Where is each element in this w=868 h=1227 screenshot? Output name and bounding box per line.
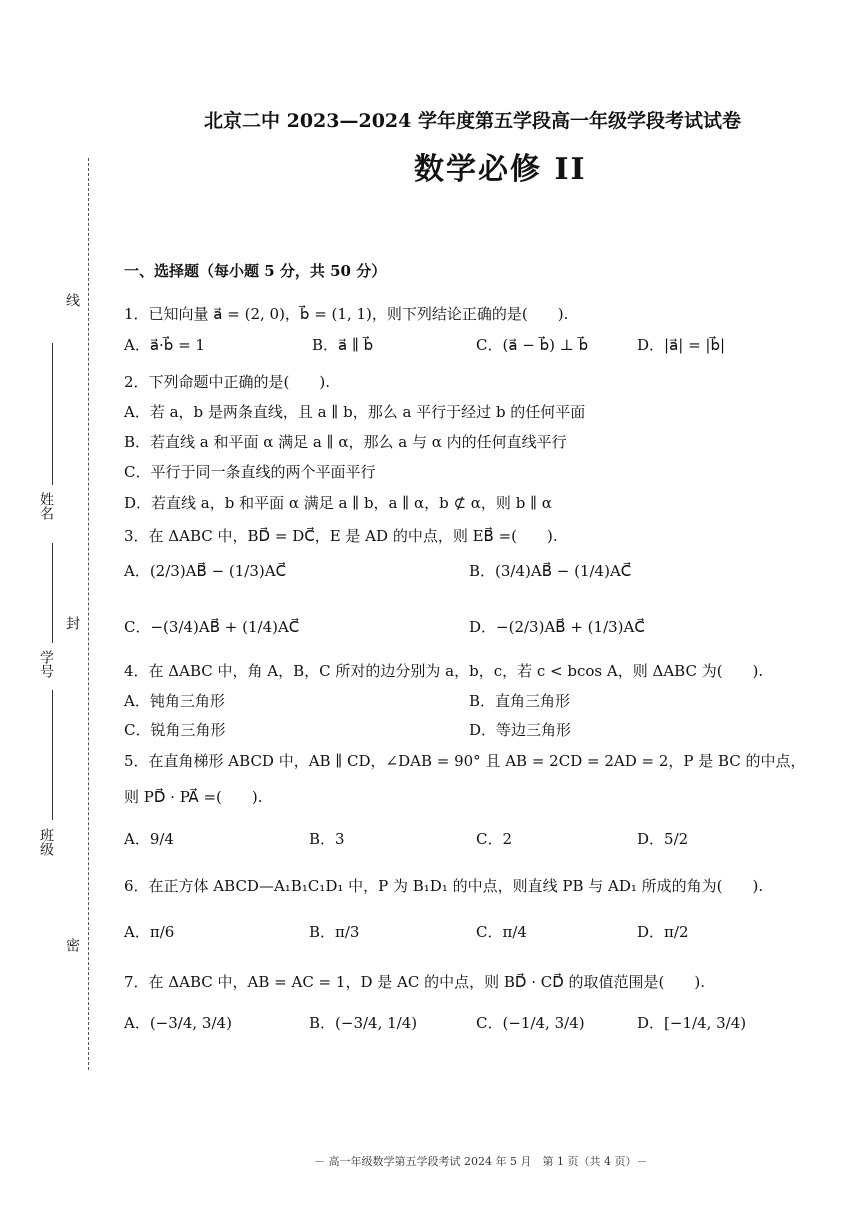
q5-option-b: B．3 (309, 830, 345, 848)
q7-option-a: A．(−3/4, 3/4) (124, 1014, 232, 1032)
q1-option-b: B．a⃗ ∥ b⃗ (312, 336, 374, 354)
question-3-stem: 3．在 ΔABC 中，BD⃗ = DC⃗，E 是 AD 的中点，则 EB⃗ =( ). (124, 527, 558, 545)
q4-option-a: A．钝角三角形 (124, 692, 225, 710)
side-line-label: 线 (64, 293, 80, 307)
side-student-no-label: 学号 (38, 650, 54, 678)
q5-option-a: A．9/4 (124, 830, 174, 848)
side-class-label: 班级 (38, 828, 54, 856)
q2-option-d: D．若直线 a，b 和平面 α 满足 a ∥ b，a ∥ α，b ⊄ α，则 b ∥ α (124, 494, 552, 512)
question-4-stem: 4．在 ΔABC 中，角 A，B，C 所对的边分别为 a，b，c，若 c < bcos A，则 ΔABC 为( ). (124, 662, 764, 680)
q2-option-c: C．平行于同一条直线的两个平面平行 (124, 463, 376, 481)
question-5-stem-line1: 5．在直角梯形 ABCD 中，AB ∥ CD，∠DAB = 90° 且 AB = 2CD = 2AD = 2，P 是 BC 的中点， (124, 752, 806, 770)
question-7-stem: 7．在 ΔABC 中，AB = AC = 1，D 是 AC 的中点，则 BD⃗ · CD⃗ 的取值范围是( ). (124, 973, 705, 991)
q2-option-a: A．若 a，b 是两条直线，且 a ∥ b，那么 a 平行于经过 b 的任何平面 (124, 403, 586, 421)
q4-option-c: C．锐角三角形 (124, 721, 226, 739)
q1-option-d: D．|a⃗| = |b⃗| (637, 336, 726, 354)
q5-option-c: C．2 (476, 830, 513, 848)
q6-option-d: D．π/2 (637, 923, 689, 941)
question-6-stem: 6．在正方体 ABCD—A₁B₁C₁D₁ 中，P 为 B₁D₁ 的中点，则直线 PB 与 AD₁ 所成的角为( ). (124, 877, 764, 895)
q3-option-d: D．−(2/3)AB⃗ + (1/3)AC⃗ (469, 618, 645, 636)
q3-option-b: B．(3/4)AB⃗ − (1/4)AC⃗ (469, 562, 632, 580)
question-1-stem: 1．已知向量 a⃗ = (2, 0)，b⃗ = (1, 1)，则下列结论正确的是( ). (124, 305, 569, 323)
q6-option-a: A．π/6 (124, 923, 175, 941)
q7-option-d: D．[−1/4, 3/4) (637, 1014, 747, 1032)
exam-title: 北京二中 2023—2024 学年度第五学段高一年级学段考试试卷 (204, 110, 741, 132)
q7-option-b: B．(−3/4, 1/4) (309, 1014, 418, 1032)
side-name-label: 姓名 (38, 492, 54, 520)
q1-option-c: C．(a⃗ − b⃗) ⊥ b⃗ (476, 336, 589, 354)
question-5-stem-line2: 则 PD⃗ · PA⃗ =( ). (124, 788, 263, 806)
name-underline (52, 343, 53, 485)
q3-option-a: A．(2/3)AB⃗ − (1/3)AC⃗ (124, 562, 287, 580)
q6-option-b: B．π/3 (309, 923, 360, 941)
q7-option-c: C．(−1/4, 3/4) (476, 1014, 585, 1032)
binding-dashed-line (88, 158, 89, 1070)
q6-option-c: C．π/4 (476, 923, 527, 941)
class-underline (52, 690, 53, 820)
section-heading: 一、选择题（每小题 5 分，共 50 分） (124, 262, 387, 280)
q5-option-d: D．5/2 (637, 830, 689, 848)
q3-option-c: C．−(3/4)AB⃗ + (1/4)AC⃗ (124, 618, 300, 636)
question-2-stem: 2．下列命题中正确的是( ). (124, 373, 331, 391)
student-no-underline (52, 543, 53, 643)
side-seal-label: 封 (64, 616, 80, 630)
q4-option-b: B．直角三角形 (469, 692, 571, 710)
side-secret-label: 密 (64, 938, 80, 952)
page-footer: － 高一年级数学第五学段考试 2024 年 5 月 第 1 页（共 4 页）－ (314, 1155, 648, 1168)
q1-option-a: A．a⃗·b⃗ = 1 (124, 336, 205, 354)
subject-title: 数学必修 II (414, 152, 587, 187)
q2-option-b: B．若直线 a 和平面 α 满足 a ∥ α，那么 a 与 α 内的任何直线平行 (124, 433, 567, 451)
q4-option-d: D．等边三角形 (469, 721, 572, 739)
